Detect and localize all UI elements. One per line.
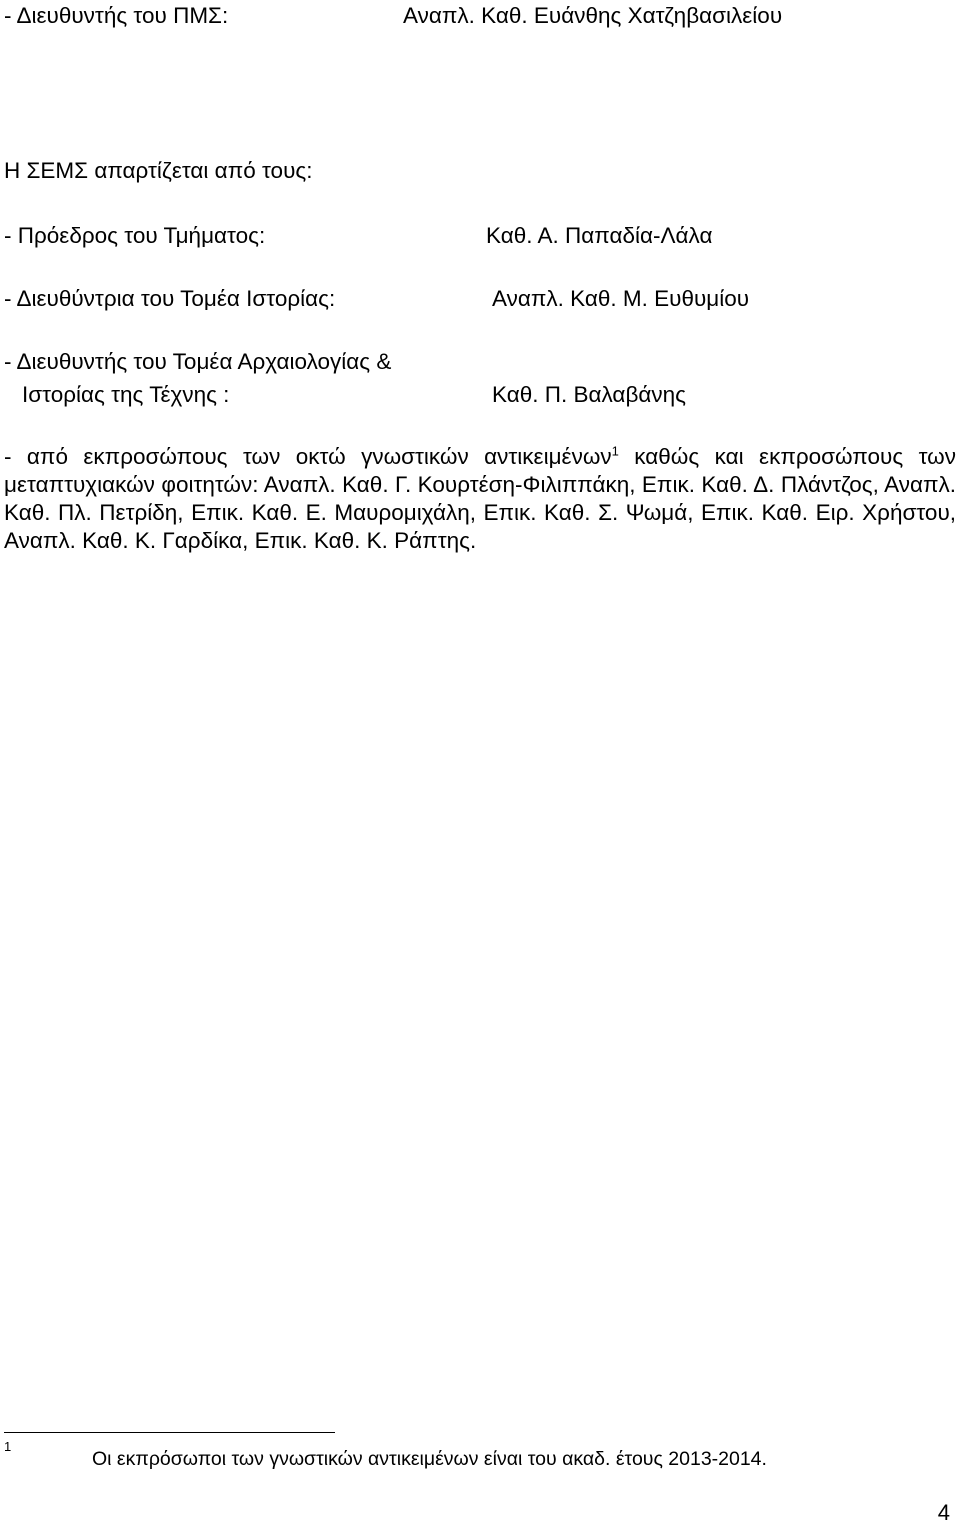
paragraph-text-end: καθώς και εκπροσώπους των μεταπτυχιακών φοιτητών: Αναπλ. Καθ. Γ. Κουρτέση-Φιλιππάκη, Επικ. Καθ. Δ. Πλάντζος, Αναπλ. Καθ. Πλ. Πετρίδη, Επικ. Καθ. Ε. Μαυρομιχάλη, Επικ. Καθ. Σ. Ψωμά, Επικ. Καθ. Ειρ. Χρήστου, Αναπλ. Καθ. Κ. Γαρδίκα, Επικ. Καθ. Κ. Ράπτης. [4, 444, 956, 553]
archaeology-director-label: - Διευθυντής του Τομέα Αρχαιολογίας & [4, 349, 392, 374]
archaeology-director-label-cont: Ιστορίας της Τέχνης : [22, 382, 230, 407]
footnote-separator [4, 1432, 335, 1433]
paragraph-text-start: - από εκπροσώπους των οκτώ γνωστικών αντικειμένων [4, 444, 612, 469]
director-pms-label: - Διευθυντής του ΠΜΣ: [4, 3, 229, 28]
footnote-text: Οι εκπρόσωποι των γνωστικών αντικειμένων είναι του ακαδ. έτους 2013-2014. [92, 1448, 767, 1470]
footnote-mark: 1 [4, 1439, 12, 1454]
chair-label: - Πρόεδρος του Τμήματος: [4, 223, 266, 248]
director-pms-value: Αναπλ. Καθ. Ευάνθης Χατζηβασιλείου [403, 3, 783, 28]
representatives-paragraph [4, 443, 956, 555]
archaeology-director-value: Καθ. Π. Βαλαβάνης [492, 382, 686, 407]
page-number: 4 [937, 1500, 950, 1525]
chair-value: Καθ. Α. Παπαδία-Λάλα [486, 223, 713, 248]
history-director-label: - Διευθύντρια του Τομέα Ιστορίας: [4, 286, 336, 311]
sems-intro: Η ΣΕΜΣ απαρτίζεται από τους: [4, 158, 313, 183]
footnote-reference[interactable]: 1 [611, 443, 619, 459]
history-director-value: Αναπλ. Καθ. Μ. Ευθυμίου [492, 286, 750, 311]
